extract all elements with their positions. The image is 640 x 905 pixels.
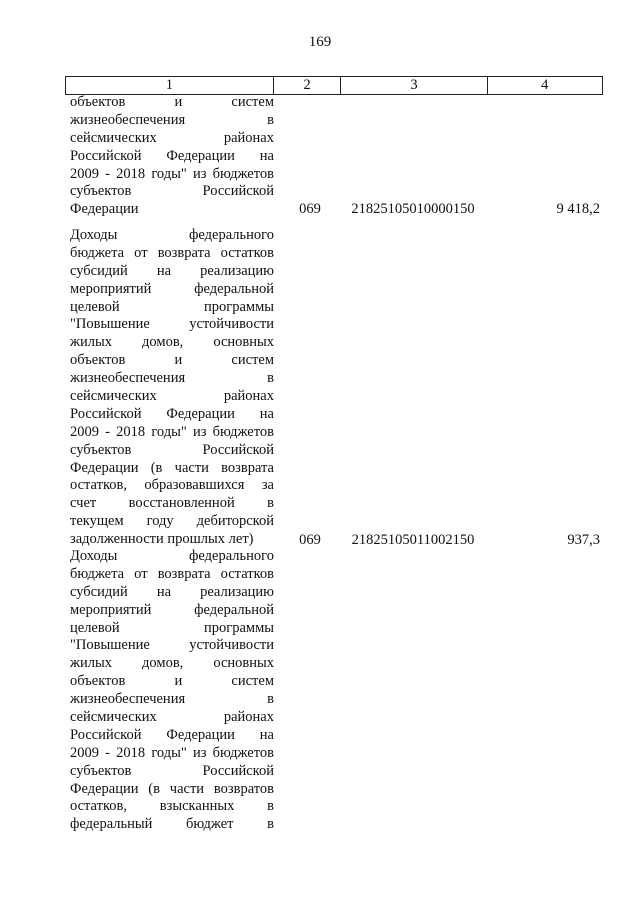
description-line: Российской Федерации на	[70, 405, 274, 422]
column-1-number: 1	[66, 77, 274, 95]
description-line: 2009 - 2018 годы" из бюджетов	[70, 744, 274, 761]
description-line: жизнеобеспечения в	[70, 111, 274, 128]
description-line: сейсмических районах	[70, 388, 274, 405]
description-line: остатков, взысканных в	[70, 798, 274, 815]
description-line: субъектов Российской	[70, 183, 274, 200]
description-line: "Повышение устойчивости	[70, 316, 274, 333]
row-description	[70, 548, 274, 834]
description-line: мероприятий федеральной	[70, 280, 274, 297]
description-line: целевой программы	[70, 298, 274, 315]
column-number-row	[66, 77, 603, 95]
row-description	[70, 94, 274, 219]
description-line: задолженности прошлых лет)	[70, 531, 254, 548]
description-line: федеральный бюджет в	[70, 816, 274, 833]
description-line: 2009 - 2018 годы" из бюджетов	[70, 165, 274, 182]
description-line: объектов и систем	[70, 352, 274, 369]
description-line: "Повышение устойчивости	[70, 637, 274, 654]
description-line: Российской Федерации на	[70, 726, 274, 743]
admin-code: 069	[299, 201, 321, 217]
description-line: Российской Федерации на	[70, 147, 274, 164]
page-number: 169	[308, 34, 332, 50]
description-line: Федерации (в части возврата	[70, 459, 274, 476]
description-line: субсидий на реализацию	[70, 262, 274, 279]
description-line: Федерации	[70, 201, 139, 218]
amount: 937,3	[567, 532, 600, 548]
description-line: сейсмических районах	[70, 709, 274, 726]
description-line: остатков, образовавшихся за	[70, 477, 274, 494]
admin-code: 069	[299, 532, 321, 548]
description-line: жилых домов, основных	[70, 334, 274, 351]
description-line: объектов и систем	[70, 94, 274, 110]
description-line: бюджета от возврата остатков	[70, 565, 274, 582]
description-line: 2009 - 2018 годы" из бюджетов	[70, 423, 274, 440]
budget-classification-code: 21825105010000150	[351, 201, 475, 217]
description-line: Доходы федерального	[70, 227, 274, 243]
description-line: целевой программы	[70, 619, 274, 636]
description-line: Федерации (в части возвратов	[70, 780, 274, 797]
description-line: субъектов Российской	[70, 441, 274, 458]
description-line: субъектов Российской	[70, 762, 274, 779]
description-line: жилых домов, основных	[70, 655, 274, 672]
budget-classification-code: 21825105011002150	[351, 532, 475, 548]
column-2-number: 2	[273, 77, 341, 95]
description-line: счет восстановленной в	[70, 495, 274, 512]
description-line: Доходы федерального	[70, 548, 274, 564]
column-3-number: 3	[341, 77, 487, 95]
description-line: мероприятий федеральной	[70, 601, 274, 618]
table-header	[65, 76, 603, 95]
description-line: жизнеобеспечения в	[70, 370, 274, 387]
description-line: текущем году дебиторской	[70, 513, 274, 530]
description-line: объектов и систем	[70, 673, 274, 690]
description-line: бюджета от возврата остатков	[70, 244, 274, 261]
amount: 9 418,2	[556, 201, 600, 217]
row-description	[70, 227, 274, 549]
description-line: жизнеобеспечения в	[70, 691, 274, 708]
description-line: сейсмических районах	[70, 129, 274, 146]
column-4-number: 4	[487, 77, 602, 95]
description-line: субсидий на реализацию	[70, 583, 274, 600]
